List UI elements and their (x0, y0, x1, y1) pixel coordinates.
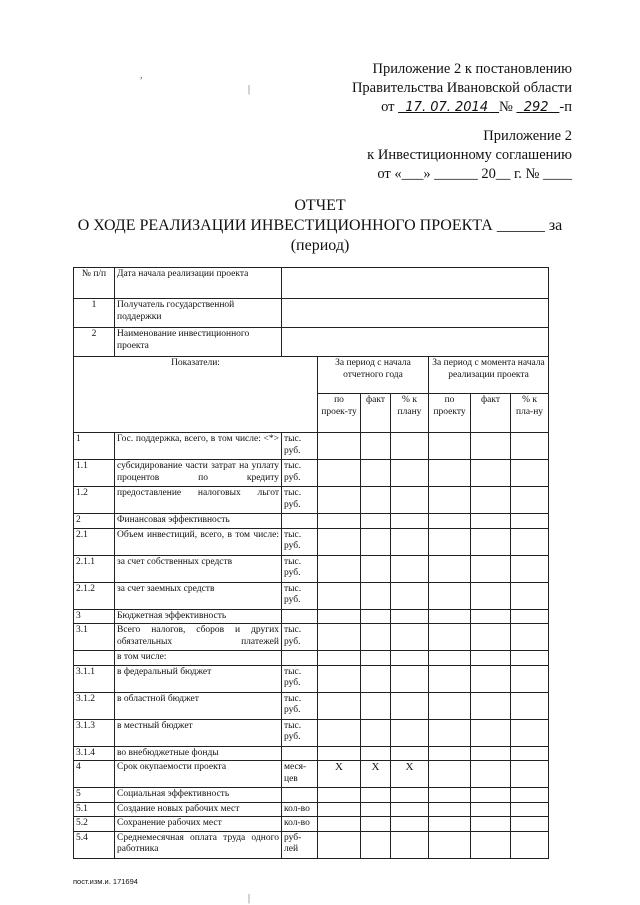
value-cell (318, 514, 361, 529)
table-header-row (74, 357, 549, 394)
row-number: 1.2 (74, 487, 115, 514)
value-cell (361, 555, 391, 582)
value-cell (471, 761, 511, 788)
value-cell (391, 514, 429, 529)
row-number: 3.1 (74, 624, 115, 651)
table-row (74, 328, 549, 357)
value-cell (391, 692, 429, 719)
value-cell (391, 831, 429, 858)
value-cell (361, 746, 391, 761)
value-cell (471, 665, 511, 692)
column-header: % к плану (391, 394, 429, 433)
unit-cell (282, 746, 318, 761)
table-row (74, 624, 549, 651)
value-cell (318, 665, 361, 692)
value-cell (511, 817, 549, 832)
table-row (74, 487, 549, 514)
value-cell (361, 609, 391, 624)
value-cell (391, 651, 429, 666)
row-number: 3 (74, 609, 115, 624)
value-cell (511, 514, 549, 529)
value-cell (318, 487, 361, 514)
report-title (70, 196, 570, 256)
row-label: в том числе: (115, 651, 282, 666)
row-label: Всего налогов, сборов и других обязательных платежей (115, 624, 282, 651)
unit-cell (282, 651, 318, 666)
row-label: за счет собственных средств (115, 555, 282, 582)
value-cell (361, 651, 391, 666)
unit-cell: кол-во (282, 802, 318, 817)
scan-mark: | (248, 893, 251, 904)
value-cell (429, 831, 471, 858)
table-row (74, 460, 549, 487)
value-cell (429, 582, 471, 609)
table-row (74, 665, 549, 692)
value-cell (511, 433, 549, 460)
row-number: 5.2 (74, 817, 115, 832)
value-cell (471, 831, 511, 858)
value-cell (471, 514, 511, 529)
value-cell (471, 719, 511, 746)
table-row (74, 582, 549, 609)
value-cell (391, 817, 429, 832)
row-number: 3.1.2 (74, 692, 115, 719)
appendix-decree-line3: от 17. 07. 2014 № 292 -п (381, 99, 572, 115)
value-cell (471, 582, 511, 609)
report-title-line3: (период) (290, 237, 350, 254)
value-cell (471, 487, 511, 514)
value-cell (429, 487, 471, 514)
value-cell (318, 460, 361, 487)
row-number: 5.4 (74, 831, 115, 858)
table-row (74, 802, 549, 817)
table-row (74, 268, 549, 299)
value-cell (429, 528, 471, 555)
value-cell (471, 692, 511, 719)
value-cell (511, 802, 549, 817)
appendix-decree-header (352, 60, 572, 117)
value-cell (511, 582, 549, 609)
unit-cell: кол-во (282, 817, 318, 832)
row-number: 2 (74, 514, 115, 529)
row-label: Бюджетная эффективность (115, 609, 282, 624)
value-cell (429, 609, 471, 624)
value-cell (361, 692, 391, 719)
value-cell (361, 719, 391, 746)
value-cell (471, 528, 511, 555)
footer-note: пост.изм.и. 171694 (73, 877, 138, 886)
value-cell (318, 433, 361, 460)
row-label: Гос. поддержка, всего, в том числе: <*> (115, 433, 282, 460)
table-row (74, 514, 549, 529)
row-label: Среднемесячная оплата труда одного работника (115, 831, 282, 858)
table-row (74, 555, 549, 582)
row-number: 2.1 (74, 528, 115, 555)
appendix-agreement-line1: Приложение 2 (483, 128, 572, 144)
unit-cell: тыс. руб. (282, 624, 318, 651)
row-number: 5 (74, 788, 115, 803)
appendix-decree-line1: Приложение 2 к постановлению (372, 61, 572, 77)
value-cell (471, 433, 511, 460)
table-row (74, 433, 549, 460)
value-cell (318, 555, 361, 582)
row-number: 1 (74, 299, 115, 328)
value-cell (511, 460, 549, 487)
scan-mark: , (140, 70, 143, 81)
value-cell (429, 817, 471, 832)
value-cell (318, 817, 361, 832)
row-label: Наименование инвестиционного проекта (115, 328, 282, 357)
row-label: Объем инвестиций, всего, в том числе: (115, 528, 282, 555)
value-cell (471, 651, 511, 666)
value-cell (471, 609, 511, 624)
value-cell (511, 528, 549, 555)
value-cell (511, 788, 549, 803)
value-cell (429, 665, 471, 692)
row-number: 4 (74, 761, 115, 788)
period-year-header: За период с начала отчетного года (318, 357, 429, 394)
table-row (74, 692, 549, 719)
row-number: 1 (74, 433, 115, 460)
value-cell (511, 609, 549, 624)
value-cell (511, 719, 549, 746)
table-row (74, 719, 549, 746)
unit-cell: тыс. руб. (282, 692, 318, 719)
column-header: факт (471, 394, 511, 433)
value-cell (318, 528, 361, 555)
row-number: 3.1.4 (74, 746, 115, 761)
value-cell (318, 624, 361, 651)
value-cell (511, 692, 549, 719)
value-cell (471, 788, 511, 803)
decree-date: 17. 07. 2014 (405, 100, 489, 115)
value-cell (429, 788, 471, 803)
value-cell (471, 746, 511, 761)
value-cell (511, 831, 549, 858)
value-cell (391, 624, 429, 651)
value-cell (361, 788, 391, 803)
row-label: за счет заемных средств (115, 582, 282, 609)
value-cell (391, 582, 429, 609)
row-label: Срок окупаемости проекта (115, 761, 282, 788)
value-cell (361, 582, 391, 609)
value-cell (511, 651, 549, 666)
table-row (74, 299, 549, 328)
value-cell (429, 802, 471, 817)
value-cell (511, 555, 549, 582)
value-cell: X (391, 761, 429, 788)
value-cell (391, 719, 429, 746)
row-label: Получатель государственной поддержки (115, 299, 282, 328)
table-row (74, 528, 549, 555)
value-cell (282, 299, 549, 328)
value-cell (511, 761, 549, 788)
unit-cell: тыс. руб. (282, 555, 318, 582)
table-row (74, 831, 549, 858)
value-cell (361, 528, 391, 555)
value-cell (429, 746, 471, 761)
value-cell (429, 514, 471, 529)
value-cell (511, 487, 549, 514)
row-label: предоставление налоговых льгот (115, 487, 282, 514)
value-cell (471, 817, 511, 832)
value-cell (429, 433, 471, 460)
value-cell (318, 609, 361, 624)
unit-cell: тыс. руб. (282, 433, 318, 460)
unit-cell: тыс. руб. (282, 719, 318, 746)
report-title-line2: О ХОДЕ РЕАЛИЗАЦИИ ИНВЕСТИЦИОННОГО ПРОЕКТА ______ за (77, 217, 563, 234)
row-number: 2.1.2 (74, 582, 115, 609)
table-row (74, 761, 549, 788)
value-cell (318, 651, 361, 666)
row-label: Сохранение рабочих мест (115, 817, 282, 832)
value-cell (391, 788, 429, 803)
row-number: 1.1 (74, 460, 115, 487)
row-label: в областной бюджет (115, 692, 282, 719)
unit-cell: руб-лей (282, 831, 318, 858)
value-cell (471, 802, 511, 817)
value-cell (429, 624, 471, 651)
value-cell (391, 665, 429, 692)
decree-number: 292 (523, 100, 549, 115)
unit-cell: меся-цев (282, 761, 318, 788)
value-cell (282, 268, 549, 299)
column-header: по проекту (429, 394, 471, 433)
row-number: 5.1 (74, 802, 115, 817)
unit-cell (282, 514, 318, 529)
value-cell (391, 555, 429, 582)
value-cell (429, 692, 471, 719)
value-cell (318, 788, 361, 803)
value-cell (391, 433, 429, 460)
value-cell (511, 665, 549, 692)
appendix-agreement-line2: к Инвестиционному соглашению (367, 147, 572, 163)
value-cell (361, 665, 391, 692)
value-cell (361, 817, 391, 832)
table-row (74, 746, 549, 761)
value-cell (471, 460, 511, 487)
value-cell (361, 831, 391, 858)
row-number: № п/п (74, 268, 115, 299)
appendix-decree-line2: Правительства Ивановской области (351, 80, 572, 96)
row-label: Социальная эффективность (115, 788, 282, 803)
value-cell (391, 746, 429, 761)
indicators-header: Показатели: (74, 357, 318, 433)
value-cell (391, 609, 429, 624)
value-cell (361, 433, 391, 460)
column-header: факт (361, 394, 391, 433)
unit-cell (282, 609, 318, 624)
value-cell (429, 719, 471, 746)
table-row (74, 651, 549, 666)
row-label: во внебюджетные фонды (115, 746, 282, 761)
value-cell (361, 460, 391, 487)
value-cell (429, 460, 471, 487)
value-cell (429, 651, 471, 666)
value-cell (361, 514, 391, 529)
column-header: % к пла-ну (511, 394, 549, 433)
value-cell: X (318, 761, 361, 788)
value-cell (511, 746, 549, 761)
row-number: 2 (74, 328, 115, 357)
value-cell (511, 624, 549, 651)
value-cell (391, 528, 429, 555)
value-cell (471, 555, 511, 582)
value-cell (318, 692, 361, 719)
row-number: 3.1.3 (74, 719, 115, 746)
value-cell (391, 802, 429, 817)
row-label: в федеральный бюджет (115, 665, 282, 692)
value-cell (318, 831, 361, 858)
scan-mark: | (248, 84, 251, 95)
row-label: Дата начала реализации проекта (115, 268, 282, 299)
period-start-header: За период с момента начала реализации проекта (429, 357, 549, 394)
row-number: 2.1.1 (74, 555, 115, 582)
value-cell: X (361, 761, 391, 788)
value-cell (318, 746, 361, 761)
table-row (74, 817, 549, 832)
unit-cell: тыс. руб. (282, 582, 318, 609)
unit-cell (282, 788, 318, 803)
row-label: Финансовая эффективность (115, 514, 282, 529)
value-cell (361, 624, 391, 651)
value-cell (318, 719, 361, 746)
row-label: субсидирование части затрат на уплату процентов по кредиту (115, 460, 282, 487)
table-row (74, 788, 549, 803)
unit-cell: тыс. руб. (282, 528, 318, 555)
report-title-line1: ОТЧЕТ (294, 197, 346, 214)
unit-cell: тыс. руб. (282, 665, 318, 692)
row-number (74, 651, 115, 666)
value-cell (429, 555, 471, 582)
appendix-agreement-header (367, 127, 572, 184)
column-header: по проек-ту (318, 394, 361, 433)
value-cell (361, 802, 391, 817)
value-cell (471, 624, 511, 651)
value-cell (391, 487, 429, 514)
value-cell (282, 328, 549, 357)
unit-cell: тыс. руб. (282, 487, 318, 514)
value-cell (391, 460, 429, 487)
table-row (74, 609, 549, 624)
report-table (73, 267, 549, 859)
value-cell (361, 487, 391, 514)
value-cell (429, 761, 471, 788)
row-number: 3.1.1 (74, 665, 115, 692)
unit-cell: тыс. руб. (282, 460, 318, 487)
row-label: в местный бюджет (115, 719, 282, 746)
row-label: Создание новых рабочих мест (115, 802, 282, 817)
appendix-agreement-line3: от «___» ______ 20__ г. № ____ (377, 166, 572, 182)
value-cell (318, 582, 361, 609)
value-cell (318, 802, 361, 817)
